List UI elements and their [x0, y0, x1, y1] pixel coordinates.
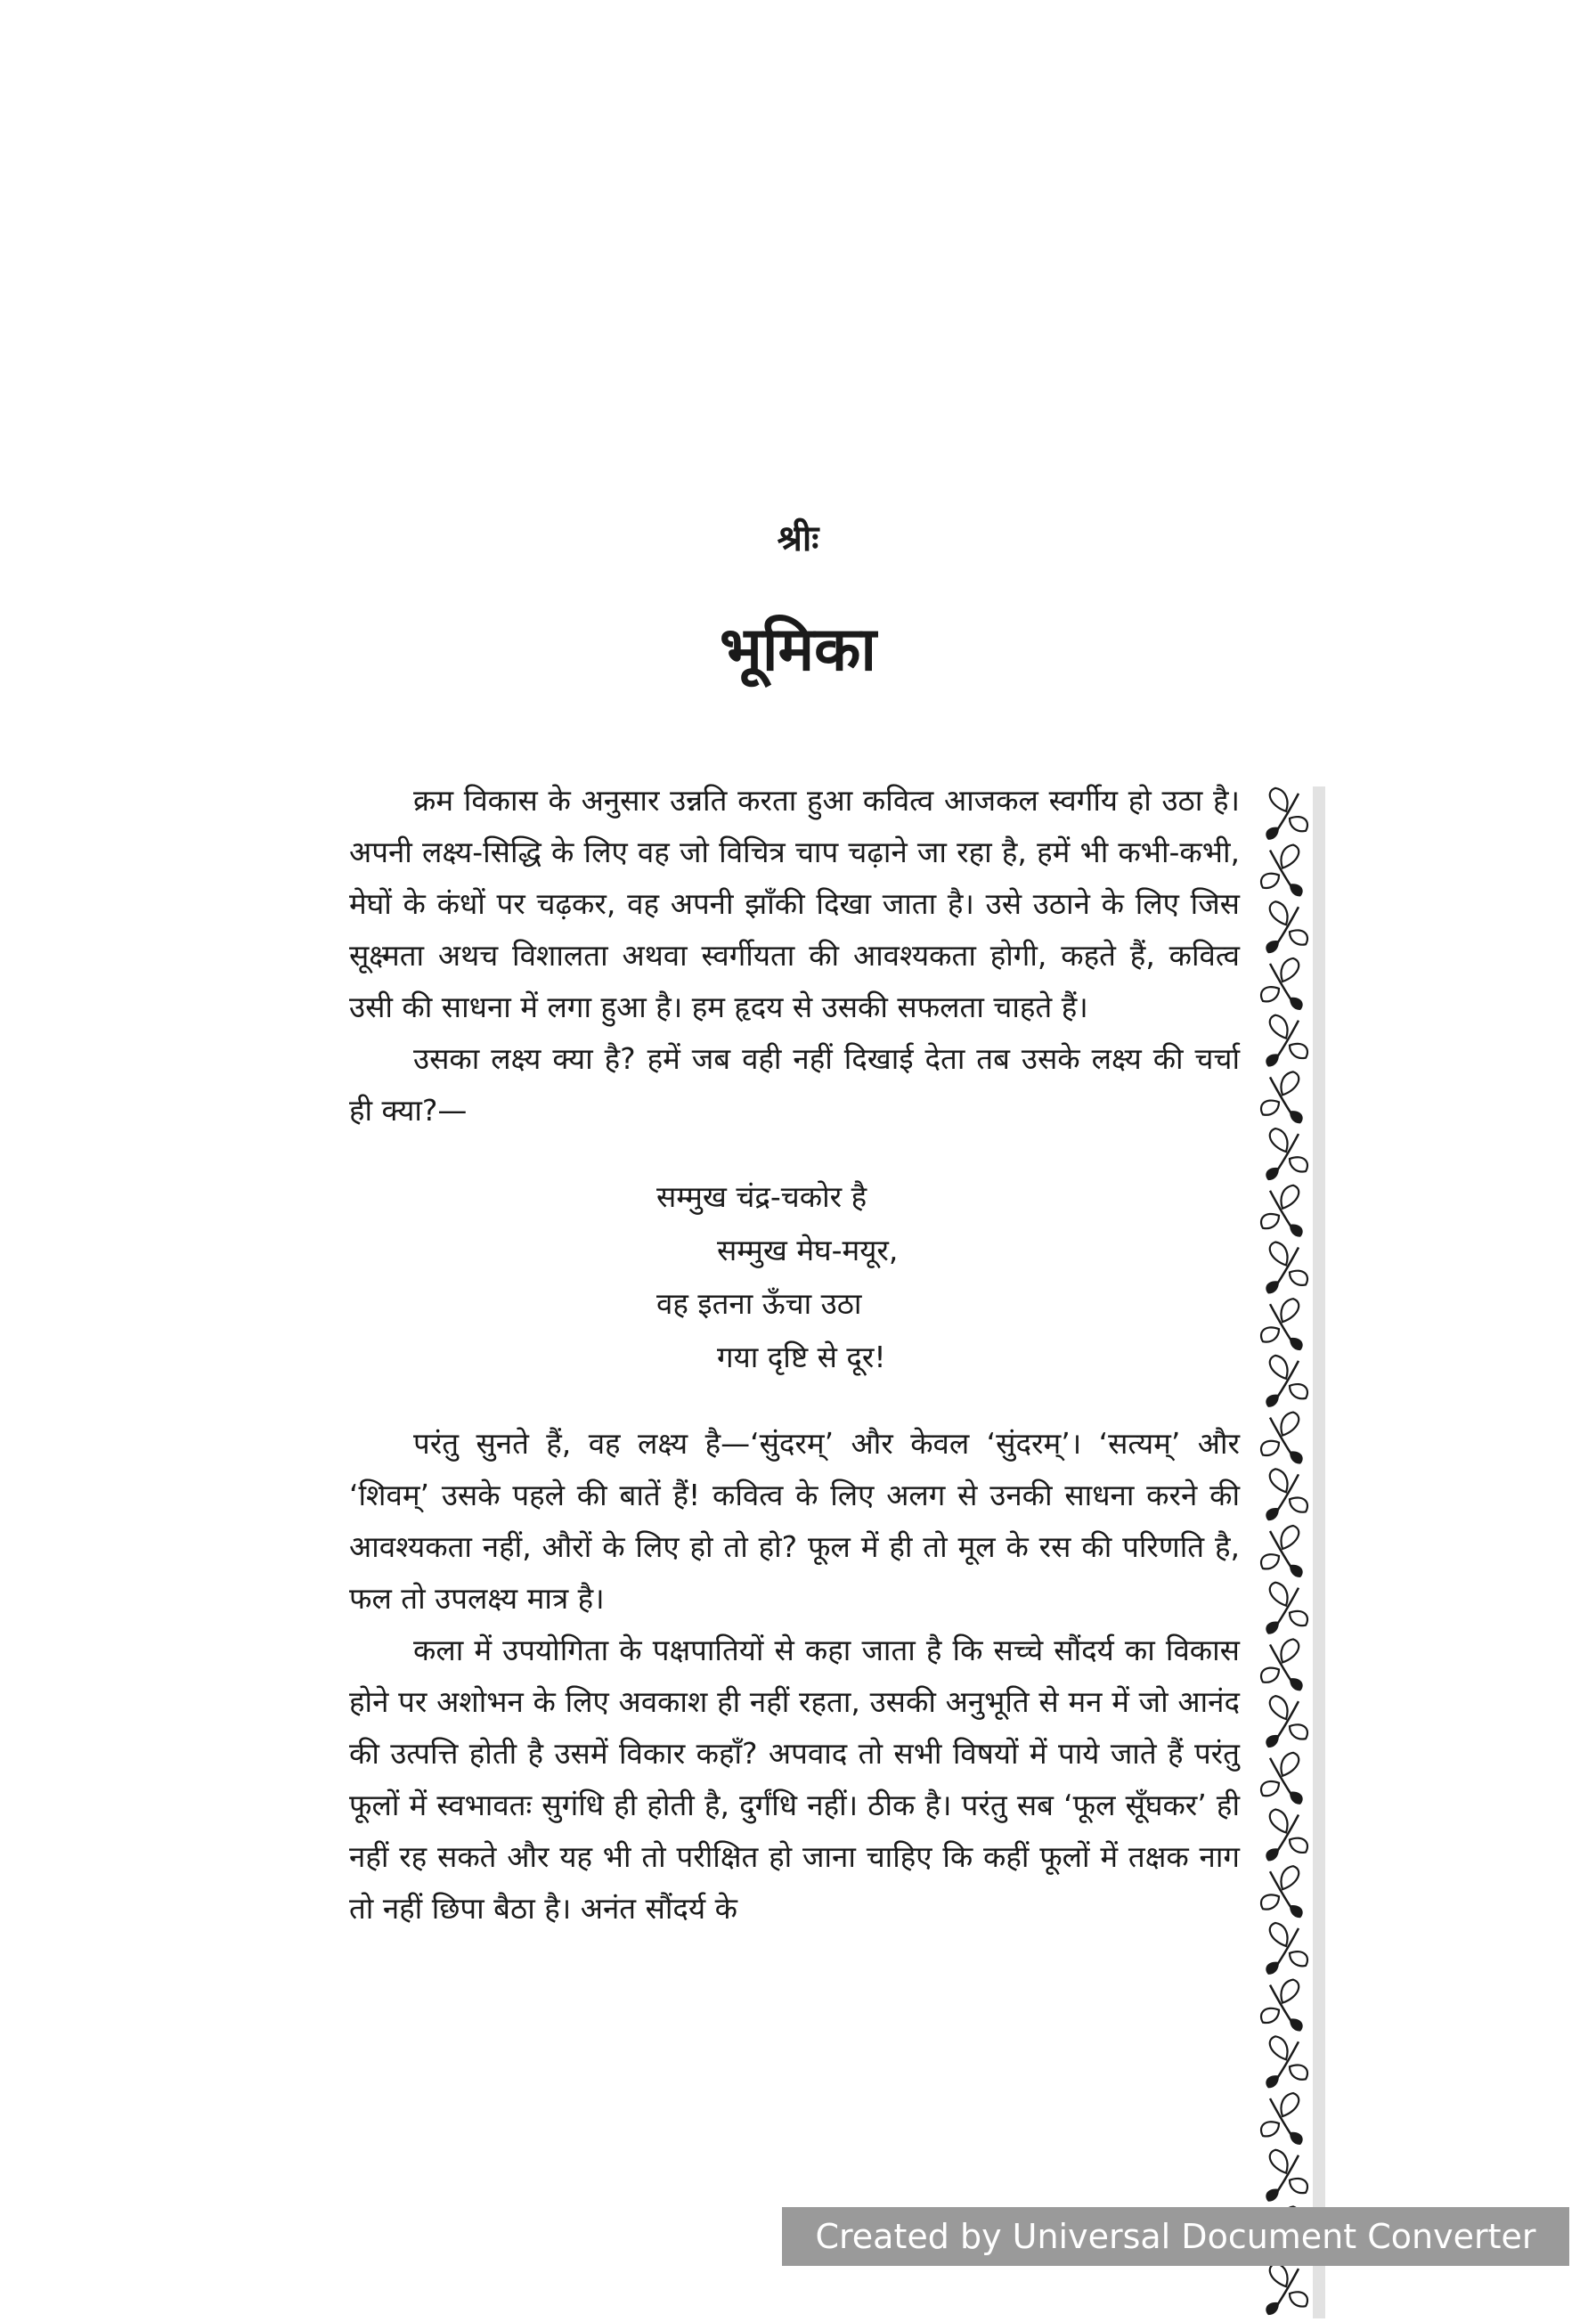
leaf-motif [1261, 1980, 1303, 2032]
leaf-motif [1266, 1015, 1307, 1067]
leaf-motif [1266, 1242, 1307, 1293]
leaf-motif [1266, 788, 1307, 840]
leaf-motif [1266, 1810, 1307, 1862]
leaf-motif [1266, 2150, 1307, 2202]
page-title: भूमिका [720, 615, 876, 685]
leaf-motif [1261, 1413, 1303, 1464]
leaf-motif [1261, 1185, 1303, 1237]
watermark: Created by Universal Document Converter [782, 2207, 1569, 2266]
leaf-motif [1266, 2036, 1307, 2088]
paragraph-1: क्रम विकास के अनुसार उन्नति करता हुआ कवित्व आजकल स्वर्गीय हो उठा है। अपनी लक्ष्य-सिद्धि के लिए वह जो विचित्र चाप चढ़ाने जा रहा है, हमें भी कभी-कभी, मेघों के कंधों पर चढ़कर, वह अपनी झाँकी दिखा जाता है। उसे उठाने के लिए जिस सूक्ष्मता अथच विशालता अथवा स्वर्गीयता की आवश्यकता होगी, कहते हैं, कवित्व उसी की साधना में लगा हुआ है। हम हृदय से उसकी सफलता चाहते हैं। [349, 783, 1240, 1024]
paragraph-2: उसका लक्ष्य क्या है? हमें जब वही नहीं दिखाई देता तब उसके लक्ष्य की चर्चा ही क्या?— [349, 1041, 1240, 1128]
leaf-motif [1261, 2093, 1303, 2145]
verse-line-3: वह इतना ऊँचा उठा [656, 1286, 862, 1321]
paragraph-3: परंतु सुनते हैं, वह लक्ष्य है—‘सुंदरम्’ और केवल ‘सुंदरम्’। ‘सत्यम्’ और ‘शिवम्’ उसके पहले की बातें हैं! कवित्व के लिए अलग से उनकी साधना करने की आवश्यकता नहीं, औरों के लिए हो तो हो? फूल में ही तो मूल के रस की परिणति है, फल तो उपलक्ष्य मात्र है। [349, 1426, 1240, 1616]
leaf-motif [1266, 1923, 1307, 1975]
paragraph-4: कला में उपयोगिता के पक्षपातियों से कहा जाता है कि सच्चे सौंदर्य का विकास होने पर अशोभन के लिए अवकाश ही नहीं रहता, उसकी अनुभूति से मन में जो आनंद की उत्पत्ति होती है उसमें विकार कहाँ? अपवाद तो सभी विषयों में पाये जाते हैं परंतु फूलों में स्वभावतः सुगंधि ही होती है, दुर्गंधि नहीं। ठीक है। परंतु सब ‘फूल सूँघकर’ ही नहीं रह सकते और यह भी तो परीक्षित हो जाना चाहिए कि कहीं फूलों में तक्षक नाग तो नहीं छिपा बैठा है। अनंत सौंदर्य के [349, 1633, 1240, 1926]
leaf-motif [1266, 1583, 1307, 1634]
leaf-vine-border [1254, 786, 1325, 2318]
leaf-motif [1261, 1866, 1303, 1918]
leaf-motif [1266, 1469, 1307, 1520]
leaf-motif [1261, 1639, 1303, 1691]
ornament-strip [1313, 786, 1325, 2318]
verse-line-4: गया दृष्टि से दूर! [717, 1340, 886, 1374]
leaf-motif [1261, 1753, 1303, 1805]
leaf-motif [1261, 958, 1303, 1010]
leaf-motif [1266, 1696, 1307, 1748]
leaf-motif [1261, 1299, 1303, 1350]
leaf-motif [1266, 2263, 1307, 2315]
verse-line-2: सम्मुख मेघ-मयूर, [717, 1233, 899, 1267]
leaf-motif [1261, 1071, 1303, 1123]
leaf-motif [1261, 1526, 1303, 1577]
verse-block [349, 1170, 1240, 1384]
leaf-motif [1261, 845, 1303, 897]
invocation: श्रीः [777, 518, 819, 559]
leaf-motif [1266, 1128, 1307, 1180]
verse-line-1: सम्मुख चंद्र-चकोर है [656, 1179, 867, 1214]
leaf-motif [1266, 1356, 1307, 1407]
leaf-motif [1266, 901, 1307, 953]
body-text [349, 775, 1240, 1935]
